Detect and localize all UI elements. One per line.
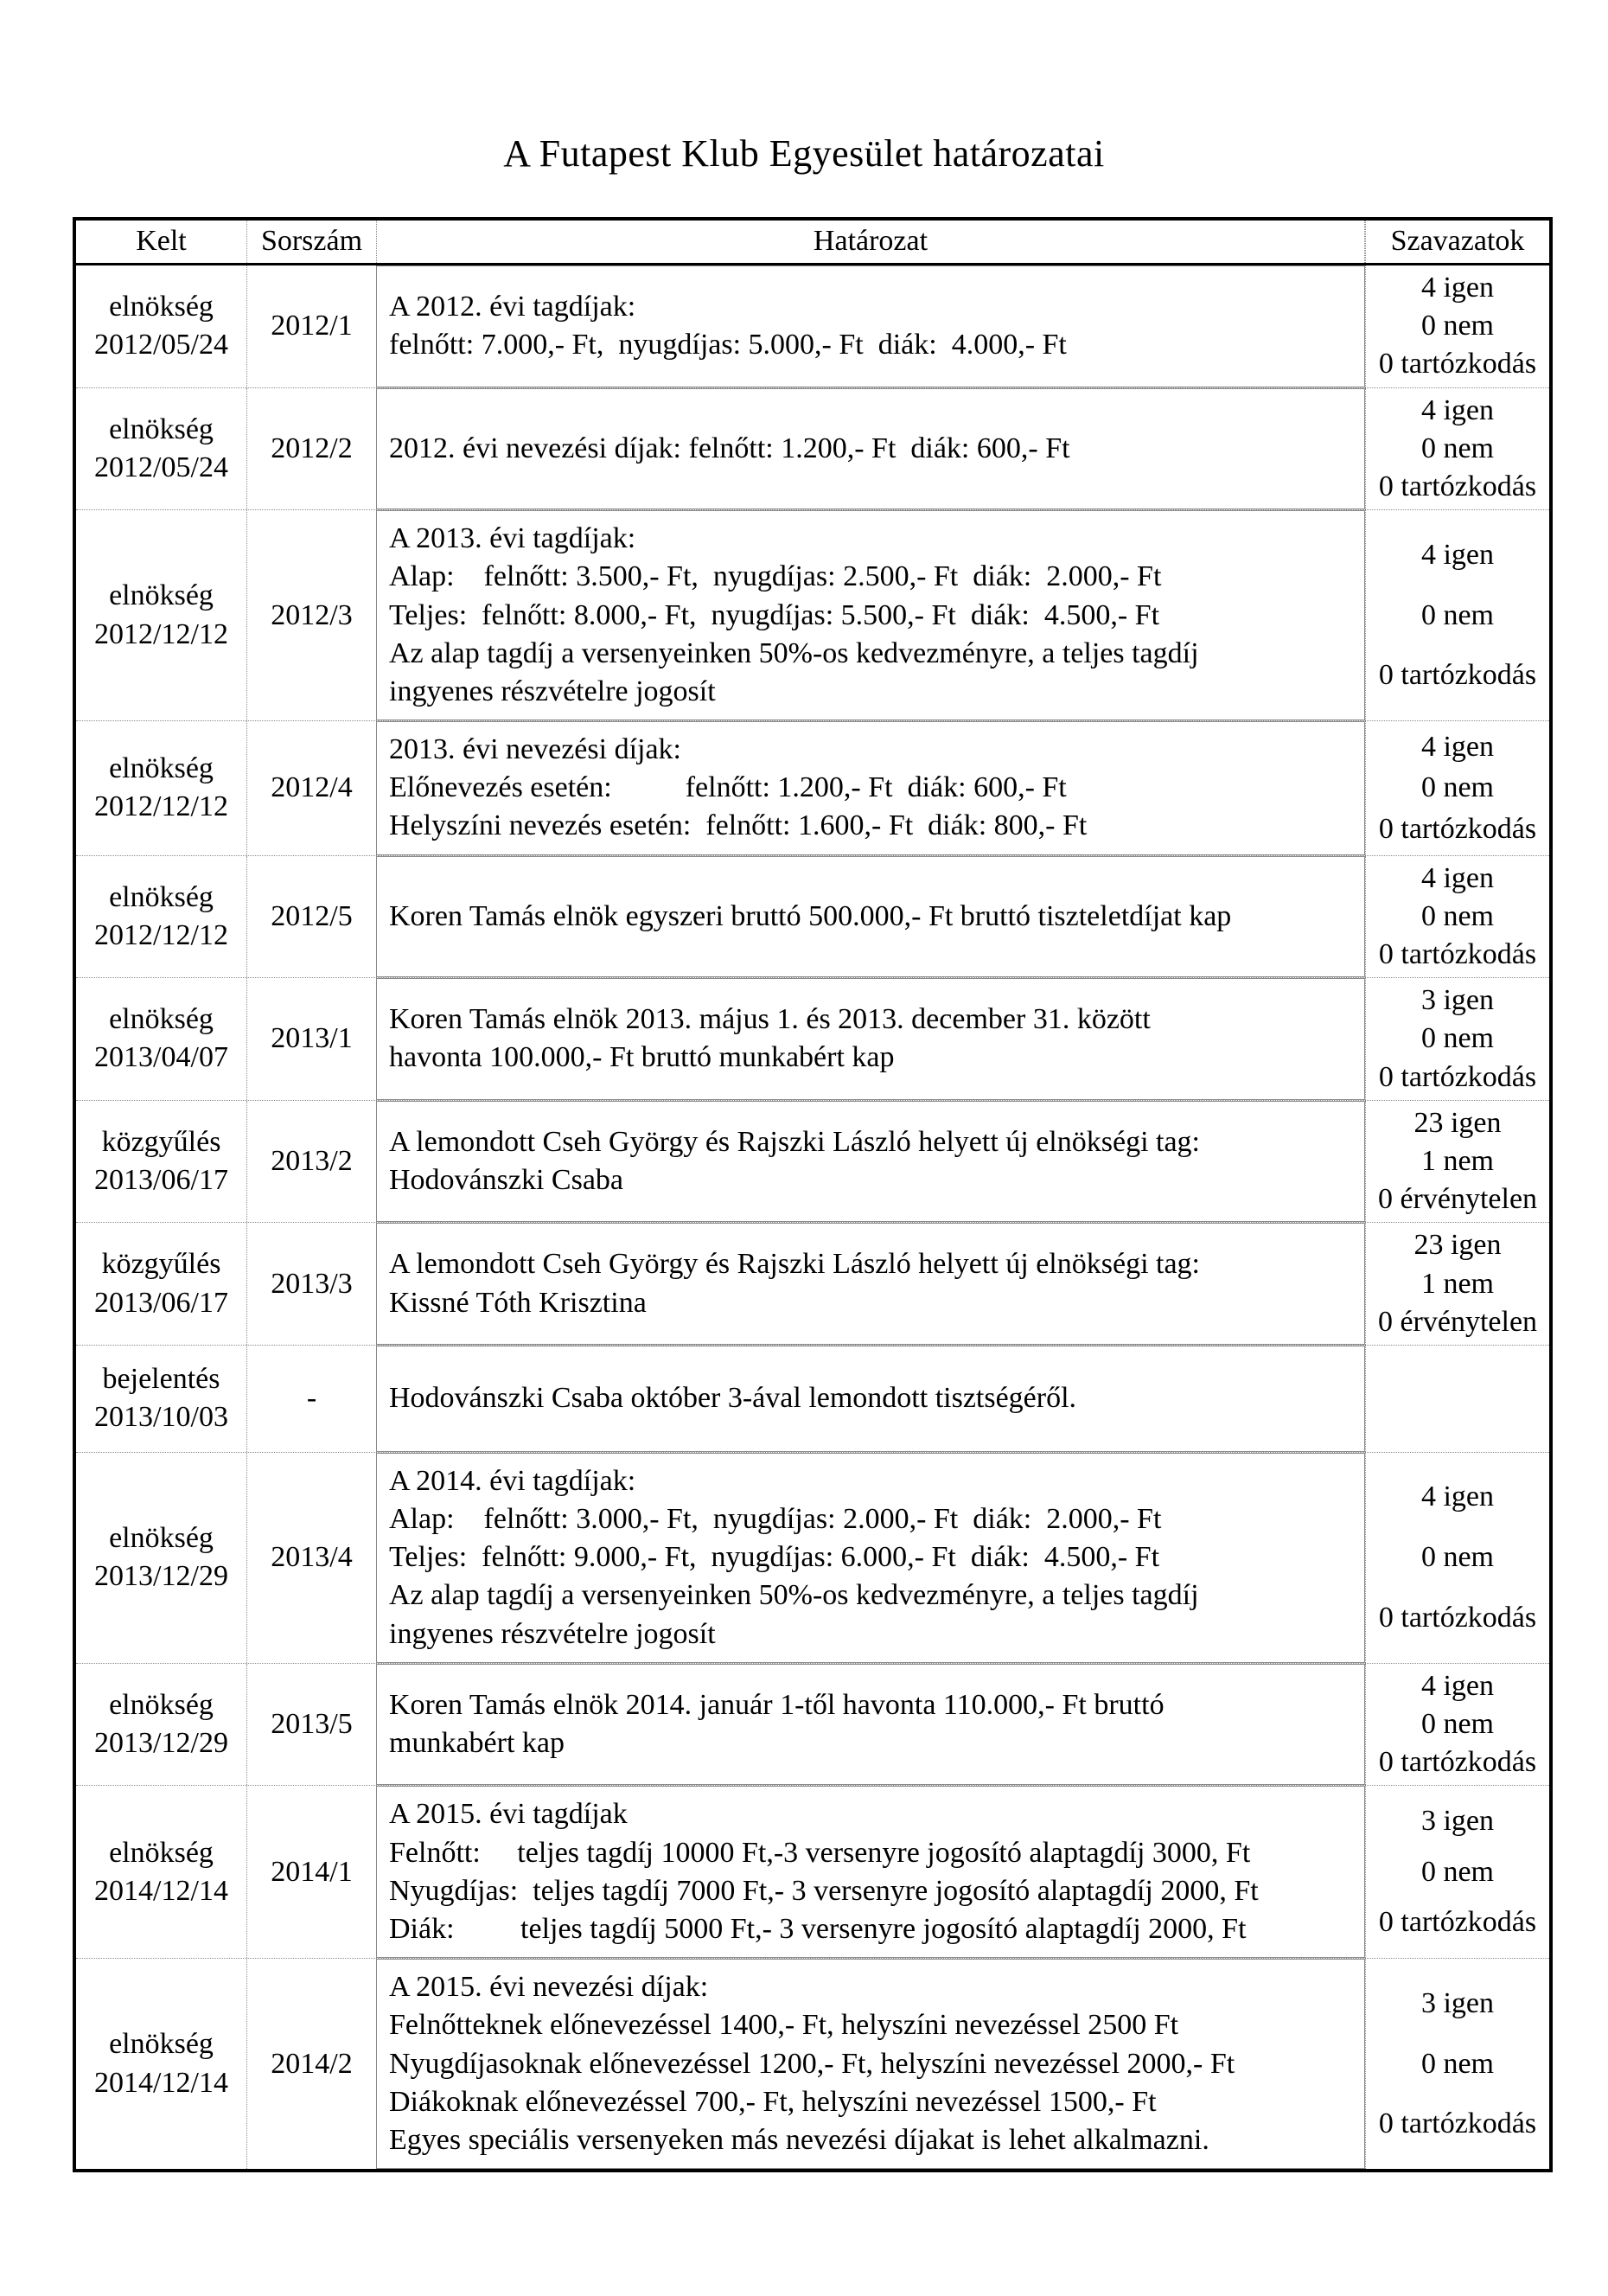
- meeting-type: elnökség: [109, 752, 214, 785]
- meeting-date: 2014/12/14: [94, 2066, 228, 2099]
- table-row: [76, 1222, 1549, 1345]
- resolution-line: Felnőtteknek előnevezéssel 1400,- Ft, helyszíni nevezéssel 2500 Ft: [389, 2009, 1179, 2042]
- cell-serial-number: 2013/3: [246, 1223, 376, 1345]
- meeting-type: elnökség: [109, 880, 214, 913]
- meeting-date: 2012/12/12: [94, 617, 228, 650]
- resolution-line: Diákoknak előnevezéssel 700,- Ft, helyszíni nevezéssel 1500,- Ft: [389, 2085, 1157, 2118]
- cell-resolution: [376, 1664, 1365, 1786]
- resolution-line: A 2014. évi tagdíjak:: [389, 1464, 636, 1497]
- cell-kelt: [76, 1453, 246, 1663]
- vote-count-line: 0 nem: [1420, 1541, 1495, 1574]
- vote-count-line: 4 igen: [1420, 393, 1495, 426]
- cell-resolution: [376, 1786, 1365, 1958]
- vote-count-line: 0 érvénytelen: [1377, 1183, 1538, 1216]
- table-row: [76, 1100, 1549, 1223]
- cell-votes: [1365, 265, 1549, 387]
- resolution-line: A 2015. évi nevezési díjak:: [389, 1971, 709, 2004]
- table-row: [76, 1785, 1549, 1958]
- cell-resolution: [376, 510, 1365, 720]
- resolution-line: munkabért kap: [389, 1727, 565, 1760]
- meeting-type: közgyűlés: [101, 1248, 221, 1281]
- table-row: [76, 265, 1549, 387]
- resolution-line: Az alap tagdíj a versenyeinken 50%-os kedvezményre, a teljes tagdíj: [389, 636, 1199, 669]
- table-row: [76, 1345, 1549, 1452]
- meeting-date: 2012/12/12: [94, 918, 228, 951]
- resolution-line: A 2013. évi tagdíjak:: [389, 522, 636, 555]
- vote-count-line: 0 tartózkodás: [1378, 1746, 1537, 1779]
- table-row: [76, 1452, 1549, 1663]
- cell-serial-number: -: [246, 1346, 376, 1452]
- table-row: [76, 1663, 1549, 1786]
- meeting-date: 2014/12/14: [94, 1874, 228, 1907]
- vote-count-line: 0 nem: [1420, 771, 1495, 804]
- resolution-line: havonta 100.000,- Ft bruttó munkabért kap: [389, 1041, 895, 1074]
- vote-count-line: 0 nem: [1420, 310, 1495, 342]
- meeting-type: elnökség: [109, 413, 214, 445]
- page-title: A Futapest Klub Egyesület határozatai: [503, 132, 1105, 175]
- column-header-sorszam: Sorszám: [246, 221, 376, 263]
- cell-resolution: [376, 1959, 1365, 2169]
- resolution-line: 2013. évi nevezési díjak:: [389, 733, 682, 766]
- resolution-line: Koren Tamás elnök 2013. május 1. és 2013. december 31. között: [389, 1003, 1151, 1036]
- resolution-line: Teljes: felnőtt: 9.000,- Ft, nyugdíjas: 6.000,- Ft diák: 4.500,- Ft: [389, 1541, 1160, 1574]
- cell-resolution: [376, 388, 1365, 510]
- vote-count-line: 0 nem: [1420, 2047, 1495, 2080]
- column-header-szavazatok: Szavazatok: [1365, 221, 1549, 263]
- vote-count-line: 0 nem: [1420, 1855, 1495, 1888]
- cell-serial-number: 2013/1: [246, 978, 376, 1100]
- cell-votes: [1365, 388, 1549, 510]
- table-body: [76, 265, 1549, 2169]
- resolution-line: ingyenes részvételre jogosít: [389, 675, 716, 707]
- cell-resolution: [376, 1101, 1365, 1223]
- cell-votes: [1365, 721, 1549, 855]
- cell-serial-number: 2013/2: [246, 1101, 376, 1223]
- vote-count-line: 23 igen: [1413, 1106, 1502, 1139]
- resolution-line: Egyes speciális versenyeken más nevezési díjakat is lehet alkalmazni.: [389, 2123, 1209, 2156]
- vote-count-line: 23 igen: [1413, 1229, 1502, 1262]
- cell-resolution: [376, 1453, 1365, 1663]
- vote-count-line: 0 tartózkodás: [1378, 470, 1537, 502]
- cell-resolution: [376, 265, 1365, 387]
- vote-count-line: 4 igen: [1420, 861, 1495, 894]
- resolution-line: Előnevezés esetén: felnőtt: 1.200,- Ft diák: 600,- Ft: [389, 771, 1067, 804]
- cell-serial-number: 2013/4: [246, 1453, 376, 1663]
- resolution-line: Az alap tagdíj a versenyeinken 50%-os kedvezményre, a teljes tagdíj: [389, 1579, 1199, 1612]
- vote-count-line: 4 igen: [1420, 1481, 1495, 1513]
- meeting-date: 2012/12/12: [94, 790, 228, 823]
- column-header-hatarozat: Határozat: [376, 221, 1365, 263]
- vote-count-line: 4 igen: [1420, 272, 1495, 304]
- cell-serial-number: 2012/1: [246, 265, 376, 387]
- vote-count-line: 1 nem: [1420, 1144, 1495, 1177]
- resolution-line: ingyenes részvételre jogosít: [389, 1617, 716, 1650]
- resolution-line: Diák: teljes tagdíj 5000 Ft,- 3 versenyre jogosító alaptagdíj 2000, Ft: [389, 1912, 1247, 1945]
- vote-count-line: 0 tartózkodás: [1378, 659, 1537, 692]
- cell-serial-number: 2012/2: [246, 388, 376, 510]
- cell-votes: [1365, 1223, 1549, 1345]
- resolution-line: Hodovánszki Csaba: [389, 1164, 624, 1197]
- meeting-type: elnökség: [109, 291, 214, 323]
- meeting-type: közgyűlés: [101, 1125, 221, 1158]
- meeting-type: elnökség: [109, 1688, 214, 1721]
- resolution-line: Koren Tamás elnök 2014. január 1-től havonta 110.000,- Ft bruttó: [389, 1688, 1165, 1721]
- resolution-line: felnőtt: 7.000,- Ft, nyugdíjas: 5.000,- Ft diák: 4.000,- Ft: [389, 329, 1067, 361]
- meeting-date: 2013/10/03: [94, 1401, 228, 1434]
- cell-votes: [1365, 978, 1549, 1100]
- cell-kelt: [76, 1346, 246, 1452]
- cell-serial-number: 2012/3: [246, 510, 376, 720]
- vote-count-line: 4 igen: [1420, 538, 1495, 571]
- vote-count-line: 3 igen: [1420, 1804, 1495, 1837]
- table-row: [76, 509, 1549, 720]
- vote-count-line: 4 igen: [1420, 1669, 1495, 1702]
- cell-serial-number: 2014/1: [246, 1786, 376, 1958]
- vote-count-line: 3 igen: [1420, 1986, 1495, 2019]
- column-header-kelt: Kelt: [136, 225, 187, 258]
- meeting-date: 2012/05/24: [94, 329, 228, 361]
- vote-count-line: 0 nem: [1420, 432, 1495, 464]
- cell-kelt: [76, 1786, 246, 1958]
- cell-kelt: [76, 388, 246, 510]
- meeting-type: elnökség: [109, 1003, 214, 1036]
- cell-serial-number: 2014/2: [246, 1959, 376, 2169]
- table-row: [76, 387, 1549, 510]
- cell-resolution: [376, 856, 1365, 978]
- meeting-date: 2013/06/17: [94, 1286, 228, 1319]
- vote-count-line: 4 igen: [1420, 730, 1495, 763]
- meeting-type: elnökség: [109, 579, 214, 612]
- resolution-line: Hodovánszki Csaba október 3-ával lemondott tisztségéről.: [389, 1382, 1077, 1415]
- resolution-line: Alap: felnőtt: 3.000,- Ft, nyugdíjas: 2.000,- Ft diák: 2.000,- Ft: [389, 1503, 1162, 1536]
- resolution-line: A 2012. évi tagdíjak:: [389, 291, 636, 323]
- cell-serial-number: 2012/4: [246, 721, 376, 855]
- resolution-line: Teljes: felnőtt: 8.000,- Ft, nyugdíjas: 5.500,- Ft diák: 4.500,- Ft: [389, 598, 1160, 631]
- table-header-row: [76, 221, 1549, 265]
- vote-count-line: 0 érvénytelen: [1377, 1305, 1538, 1338]
- meeting-date: 2012/05/24: [94, 451, 228, 483]
- vote-count-line: 0 tartózkodás: [1378, 348, 1537, 381]
- resolution-line: A lemondott Cseh György és Rajszki László helyett új elnökségi tag:: [389, 1125, 1201, 1158]
- meeting-type: elnökség: [109, 1522, 214, 1555]
- cell-votes: [1365, 1453, 1549, 1663]
- vote-count-line: 0 nem: [1420, 1022, 1495, 1055]
- vote-count-line: 0 nem: [1420, 1708, 1495, 1740]
- vote-count-line: 0 tartózkodás: [1378, 1602, 1537, 1634]
- resolution-line: Helyszíni nevezés esetén: felnőtt: 1.600,- Ft diák: 800,- Ft: [389, 809, 1088, 842]
- meeting-type: bejelentés: [102, 1363, 220, 1396]
- vote-count-line: 0 tartózkodás: [1378, 1060, 1537, 1093]
- resolution-line: Nyugdíjasoknak előnevezéssel 1200,- Ft, helyszíni nevezéssel 2000,- Ft: [389, 2047, 1235, 2080]
- vote-count-line: 0 tartózkodás: [1378, 938, 1537, 970]
- meeting-type: elnökség: [109, 2028, 214, 2061]
- vote-count-line: 0 tartózkodás: [1378, 812, 1537, 845]
- cell-kelt: [76, 978, 246, 1100]
- vote-count-line: 0 tartózkodás: [1378, 2107, 1537, 2140]
- vote-count-line: 3 igen: [1420, 984, 1495, 1017]
- vote-count-line: 0 nem: [1420, 598, 1495, 631]
- cell-resolution: [376, 721, 1365, 855]
- meeting-date: 2013/12/29: [94, 1560, 228, 1593]
- cell-resolution: [376, 978, 1365, 1100]
- cell-votes: [1365, 1346, 1549, 1452]
- table-row: [76, 977, 1549, 1100]
- resolution-line: A lemondott Cseh György és Rajszki László helyett új elnökségi tag:: [389, 1248, 1201, 1281]
- cell-kelt: [76, 856, 246, 978]
- meeting-date: 2013/06/17: [94, 1164, 228, 1197]
- cell-kelt: [76, 1664, 246, 1786]
- cell-votes: [1365, 1101, 1549, 1223]
- cell-votes: [1365, 856, 1549, 978]
- cell-votes: [1365, 510, 1549, 720]
- table-row: [76, 855, 1549, 978]
- resolutions-table: [73, 217, 1553, 2172]
- cell-kelt: [76, 1959, 246, 2169]
- table-row: [76, 1958, 1549, 2169]
- cell-votes: [1365, 1786, 1549, 1958]
- table-row: [76, 720, 1549, 855]
- vote-count-line: 1 nem: [1420, 1267, 1495, 1300]
- cell-serial-number: 2013/5: [246, 1664, 376, 1786]
- cell-resolution: [376, 1346, 1365, 1452]
- meeting-date: 2013/04/07: [94, 1041, 228, 1074]
- cell-kelt: [76, 1223, 246, 1345]
- resolution-line: Nyugdíjas: teljes tagdíj 7000 Ft,- 3 versenyre jogosító alaptagdíj 2000, Ft: [389, 1874, 1259, 1907]
- resolution-line: Koren Tamás elnök egyszeri bruttó 500.000,- Ft bruttó tiszteletdíjat kap: [389, 899, 1232, 932]
- resolution-line: Felnőtt: teljes tagdíj 10000 Ft,-3 versenyre jogosító alaptagdíj 3000, Ft: [389, 1836, 1251, 1869]
- cell-kelt: [76, 265, 246, 387]
- meeting-date: 2013/12/29: [94, 1727, 228, 1760]
- cell-resolution: [376, 1223, 1365, 1345]
- resolution-line: Alap: felnőtt: 3.500,- Ft, nyugdíjas: 2.500,- Ft diák: 2.000,- Ft: [389, 560, 1162, 593]
- resolution-line: A 2015. évi tagdíjak: [389, 1798, 628, 1831]
- resolution-line: 2012. évi nevezési díjak: felnőtt: 1.200,- Ft diák: 600,- Ft: [389, 432, 1070, 464]
- resolution-line: Kissné Tóth Krisztina: [389, 1286, 647, 1319]
- cell-kelt: [76, 510, 246, 720]
- cell-votes: [1365, 1664, 1549, 1786]
- vote-count-line: 0 tartózkodás: [1378, 1906, 1537, 1939]
- cell-kelt: [76, 1101, 246, 1223]
- cell-kelt: [76, 721, 246, 855]
- meeting-type: elnökség: [109, 1836, 214, 1869]
- vote-count-line: 0 nem: [1420, 899, 1495, 932]
- cell-votes: [1365, 1959, 1549, 2169]
- cell-serial-number: 2012/5: [246, 856, 376, 978]
